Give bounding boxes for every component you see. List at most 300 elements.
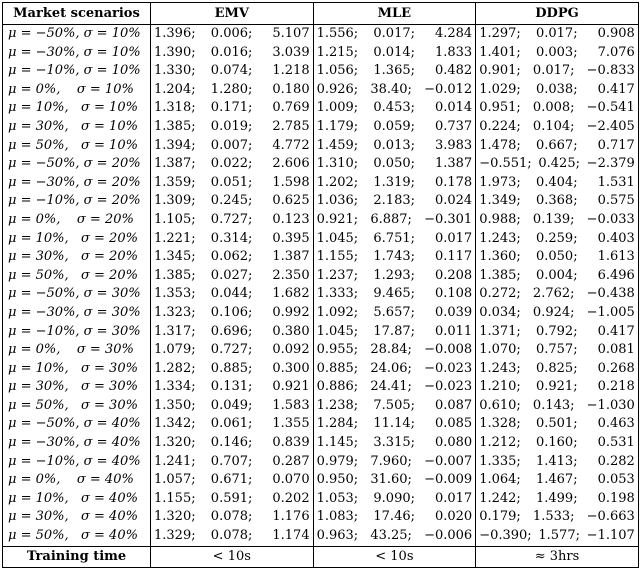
emv-value-3: 0.839: [272, 435, 310, 451]
mle-cell: [313, 44, 476, 63]
emv-value-3: 1.355: [272, 416, 310, 432]
training-time-mle: < 10s: [313, 546, 476, 567]
emv-cell: [151, 490, 314, 509]
mle-value-3: 0.020: [434, 509, 473, 525]
ddpg-value-3: −0.833: [586, 63, 635, 79]
emv-value-3: 0.180: [272, 81, 310, 97]
mle-value-3: 0.017: [434, 490, 473, 506]
scenario-cell: μ = 30%, σ = 30%: [3, 378, 151, 397]
mle-value-3: −0.007: [424, 453, 473, 469]
table-row: [3, 248, 639, 267]
emv-cell: [151, 434, 314, 453]
ddpg-cell: [476, 99, 639, 118]
ddpg-value-3: 0.403: [597, 230, 635, 246]
mle-value-3: 4.284: [434, 26, 473, 41]
ddpg-value-3: 0.081: [597, 342, 635, 358]
ddpg-cell: [476, 118, 639, 137]
mle-cell: [313, 341, 476, 360]
ddpg-value-3: 0.198: [597, 490, 635, 506]
ddpg-value-1: 0.951;: [479, 100, 521, 116]
ddpg-value-2: 0.017;: [535, 26, 578, 41]
mle-value-1: 1.237;: [316, 267, 359, 283]
ddpg-value-1: 1.478;: [479, 137, 521, 153]
mle-cell: [313, 397, 476, 416]
mle-value-2: 0.014;: [373, 44, 415, 60]
emv-cell: [151, 137, 314, 156]
mle-value-2: 31.60;: [370, 472, 412, 488]
ddpg-value-1: 1.029;: [479, 81, 521, 97]
mle-cell: [313, 508, 476, 527]
mle-value-1: 0.926;: [316, 81, 359, 97]
ddpg-value-1: 1.297;: [479, 26, 521, 41]
emv-value-3: 0.625: [272, 193, 310, 209]
ddpg-cell: [476, 508, 639, 527]
emv-value-2: 0.245;: [210, 193, 253, 209]
ddpg-cell: [476, 155, 639, 174]
emv-value-2: 0.727;: [210, 342, 253, 358]
mle-value-2: 28.84;: [370, 342, 412, 358]
ddpg-value-1: 1.328;: [479, 416, 521, 432]
ddpg-value-3: −1.107: [586, 528, 635, 544]
emv-cell: [151, 62, 314, 81]
table-row: [3, 211, 639, 230]
emv-value-2: 0.671;: [210, 472, 253, 488]
ddpg-value-2: 0.050;: [535, 249, 578, 265]
mle-value-1: 1.459;: [316, 137, 359, 153]
header-mle: MLE: [313, 3, 476, 25]
ddpg-value-1: 1.349;: [479, 193, 521, 209]
ddpg-value-2: 0.425;: [538, 156, 580, 172]
mle-value-3: 0.737: [434, 118, 473, 134]
ddpg-value-2: 0.757;: [535, 342, 578, 358]
table-row: [3, 99, 639, 118]
mle-value-2: 3.315;: [373, 435, 415, 451]
mle-cell: [313, 360, 476, 379]
emv-value-2: 0.061;: [210, 416, 253, 432]
ddpg-cell: [476, 527, 639, 546]
ddpg-value-1: 0.179;: [479, 509, 521, 525]
ddpg-cell: [476, 230, 639, 249]
scenario-cell: μ = 0%, σ = 30%: [3, 341, 151, 360]
mle-cell: [313, 192, 476, 211]
table-row: [3, 378, 639, 397]
emv-value-3: 0.380: [272, 323, 310, 339]
ddpg-value-1: 0.272;: [479, 286, 521, 302]
emv-value-1: 1.342;: [154, 416, 196, 432]
ddpg-value-3: −0.438: [586, 286, 635, 302]
training-time-label: Training time: [3, 546, 151, 567]
ddpg-cell: [476, 25, 639, 44]
mle-value-1: 0.979;: [316, 453, 359, 469]
table-row: [3, 341, 639, 360]
ddpg-cell: [476, 434, 639, 453]
ddpg-value-3: 0.575: [597, 193, 635, 209]
emv-value-3: 2.785: [272, 118, 310, 134]
mle-value-3: −0.008: [424, 342, 473, 358]
ddpg-cell: [476, 360, 639, 379]
scenario-cell: μ = 10%, σ = 40%: [3, 490, 151, 509]
header-scenario: Market scenarios: [3, 3, 151, 25]
table-row: [3, 174, 639, 193]
emv-cell: [151, 360, 314, 379]
ddpg-value-2: 1.467;: [535, 472, 578, 488]
mle-value-3: −0.023: [424, 379, 473, 395]
mle-value-2: 38.40;: [370, 81, 412, 97]
mle-cell: [313, 415, 476, 434]
mle-cell: [313, 81, 476, 100]
mle-value-2: 0.059;: [373, 118, 415, 134]
scenario-cell: μ = −50%, σ = 10%: [3, 25, 151, 44]
emv-value-3: 1.387: [272, 249, 310, 265]
ddpg-value-3: 7.076: [597, 44, 635, 60]
mle-cell: [313, 99, 476, 118]
ddpg-cell: [476, 192, 639, 211]
emv-value-2: 0.171;: [210, 100, 253, 116]
scenario-cell: μ = −50%, σ = 40%: [3, 415, 151, 434]
ddpg-value-3: −2.405: [586, 118, 635, 134]
table-row: [3, 415, 639, 434]
ddpg-cell: [476, 397, 639, 416]
scenario-cell: μ = 50%, σ = 10%: [3, 137, 151, 156]
emv-cell: [151, 415, 314, 434]
scenario-cell: μ = 50%, σ = 20%: [3, 267, 151, 286]
mle-cell: [313, 211, 476, 230]
emv-value-2: 1.280;: [210, 81, 253, 97]
emv-value-3: 2.350: [272, 267, 310, 283]
emv-value-2: 0.022;: [210, 156, 253, 172]
scenario-cell: μ = −10%, σ = 10%: [3, 62, 151, 81]
table-row: [3, 360, 639, 379]
ddpg-value-3: −0.541: [586, 100, 635, 116]
ddpg-value-2: 0.143;: [532, 397, 575, 413]
ddpg-value-2: 0.139;: [532, 211, 575, 227]
ddpg-value-2: 0.921;: [535, 379, 578, 395]
ddpg-value-3: 0.463: [597, 416, 635, 432]
emv-value-1: 1.079;: [154, 342, 196, 358]
ddpg-cell: [476, 378, 639, 397]
mle-cell: [313, 248, 476, 267]
ddpg-value-3: −0.663: [586, 509, 635, 525]
ddpg-value-2: 1.499;: [535, 490, 578, 506]
emv-value-1: 1.317;: [154, 323, 196, 339]
mle-value-1: 0.886;: [316, 379, 359, 395]
ddpg-value-2: 0.404;: [535, 174, 578, 190]
emv-value-3: 0.070: [272, 472, 310, 488]
emv-value-3: 1.583: [272, 397, 310, 413]
table-row: [3, 323, 639, 342]
ddpg-value-1: 1.335;: [479, 453, 521, 469]
ddpg-value-2: 0.667;: [535, 137, 578, 153]
emv-value-3: 0.123: [272, 211, 310, 227]
emv-cell: [151, 192, 314, 211]
mle-value-3: 0.085: [434, 416, 473, 432]
scenario-cell: μ = 30%, σ = 10%: [3, 118, 151, 137]
mle-value-1: 1.155;: [316, 249, 359, 265]
ddpg-cell: [476, 248, 639, 267]
emv-value-1: 1.330;: [154, 63, 196, 79]
table-row: [3, 453, 639, 472]
table-row: [3, 397, 639, 416]
emv-cell: [151, 81, 314, 100]
mle-value-2: 6.751;: [373, 230, 415, 246]
ddpg-value-2: 0.259;: [535, 230, 578, 246]
ddpg-value-2: 0.825;: [535, 360, 578, 376]
training-time-emv: < 10s: [151, 546, 314, 567]
emv-cell: [151, 118, 314, 137]
mle-value-3: 3.983: [434, 137, 473, 153]
scenario-cell: μ = −50%, σ = 30%: [3, 285, 151, 304]
ddpg-value-2: 0.792;: [535, 323, 578, 339]
mle-value-1: 0.885;: [316, 360, 359, 376]
emv-value-1: 1.359;: [154, 174, 196, 190]
emv-cell: [151, 25, 314, 44]
ddpg-value-3: −1.030: [586, 397, 635, 413]
ddpg-cell: [476, 137, 639, 156]
ddpg-value-1: 1.064;: [479, 472, 521, 488]
scenario-cell: μ = 0%, σ = 20%: [3, 211, 151, 230]
emv-value-3: 0.395: [272, 230, 310, 246]
ddpg-value-2: 0.160;: [535, 435, 578, 451]
ddpg-cell: [476, 285, 639, 304]
ddpg-value-3: 6.496: [597, 267, 635, 283]
mle-value-3: 0.011: [434, 323, 473, 339]
emv-cell: [151, 453, 314, 472]
mle-cell: [313, 378, 476, 397]
ddpg-value-1: 0.034;: [479, 304, 521, 320]
table-row: [3, 230, 639, 249]
mle-value-1: 1.145;: [316, 435, 359, 451]
emv-value-1: 1.155;: [154, 490, 196, 506]
emv-value-3: 5.107: [272, 26, 310, 41]
mle-value-2: 43.25;: [370, 528, 412, 544]
results-table: [2, 2, 639, 568]
emv-value-1: 1.334;: [154, 379, 196, 395]
emv-value-1: 1.320;: [154, 509, 196, 525]
header-row: [3, 3, 639, 25]
mle-value-3: 0.178: [434, 174, 473, 190]
emv-value-3: 0.092: [272, 342, 310, 358]
scenario-cell: μ = 10%, σ = 10%: [3, 99, 151, 118]
mle-value-3: 0.108: [434, 286, 473, 302]
ddpg-cell: [476, 490, 639, 509]
emv-value-2: 0.885;: [210, 360, 253, 376]
ddpg-value-1: 1.385;: [479, 267, 521, 283]
ddpg-value-3: 0.282: [597, 453, 635, 469]
ddpg-value-3: 0.531: [597, 435, 635, 451]
mle-value-2: 7.505;: [373, 397, 415, 413]
emv-value-1: 1.387;: [154, 156, 196, 172]
emv-value-1: 1.318;: [154, 100, 196, 116]
ddpg-value-2: 0.104;: [532, 118, 575, 134]
emv-cell: [151, 230, 314, 249]
emv-cell: [151, 471, 314, 490]
emv-value-3: 1.682: [272, 286, 310, 302]
training-time-ddpg: ≈ 3hrs: [476, 546, 639, 567]
mle-value-1: 1.045;: [316, 323, 359, 339]
scenario-cell: μ = 50%, σ = 30%: [3, 397, 151, 416]
header-emv: EMV: [151, 3, 314, 25]
emv-value-1: 1.309;: [154, 193, 196, 209]
ddpg-value-2: 2.762;: [532, 286, 575, 302]
mle-cell: [313, 25, 476, 44]
ddpg-value-3: −2.379: [586, 156, 635, 172]
mle-value-3: −0.023: [424, 360, 473, 376]
ddpg-cell: [476, 453, 639, 472]
ddpg-value-3: −0.033: [586, 211, 635, 227]
mle-value-2: 5.657;: [373, 304, 415, 320]
emv-value-2: 0.314;: [210, 230, 253, 246]
ddpg-value-1: 1.212;: [479, 435, 521, 451]
mle-value-1: 1.036;: [316, 193, 359, 209]
ddpg-value-1: 1.401;: [479, 44, 521, 60]
mle-value-3: 0.087: [434, 397, 473, 413]
ddpg-cell: [476, 81, 639, 100]
mle-value-3: 0.080: [434, 435, 473, 451]
ddpg-value-3: 0.717: [597, 137, 635, 153]
mle-value-1: 1.045;: [316, 230, 359, 246]
ddpg-value-1: 1.360;: [479, 249, 521, 265]
emv-value-1: 1.323;: [154, 304, 196, 320]
mle-cell: [313, 434, 476, 453]
emv-cell: [151, 248, 314, 267]
ddpg-value-1: 1.070;: [479, 342, 521, 358]
emv-value-2: 0.078;: [210, 509, 253, 525]
emv-value-1: 1.282;: [154, 360, 196, 376]
emv-value-1: 1.390;: [154, 44, 196, 60]
mle-value-1: 1.092;: [316, 304, 359, 320]
emv-value-3: 1.174: [272, 528, 310, 544]
ddpg-value-1: −0.551;: [479, 156, 532, 172]
emv-value-2: 0.078;: [210, 528, 253, 544]
emv-value-1: 1.329;: [154, 528, 196, 544]
mle-value-2: 9.465;: [373, 286, 415, 302]
emv-value-3: 0.992: [272, 304, 310, 320]
emv-cell: [151, 44, 314, 63]
emv-value-1: 1.345;: [154, 249, 196, 265]
emv-cell: [151, 155, 314, 174]
mle-value-1: 0.955;: [316, 342, 359, 358]
ddpg-cell: [476, 323, 639, 342]
training-time-row: [3, 546, 639, 567]
ddpg-value-1: 1.973;: [479, 174, 521, 190]
ddpg-cell: [476, 471, 639, 490]
mle-value-1: 0.963;: [316, 528, 359, 544]
mle-value-3: −0.009: [424, 472, 473, 488]
ddpg-cell: [476, 341, 639, 360]
emv-value-2: 0.062;: [210, 249, 253, 265]
emv-value-3: 0.287: [272, 453, 310, 469]
ddpg-value-3: 0.417: [597, 81, 635, 97]
ddpg-cell: [476, 44, 639, 63]
mle-value-1: 1.083;: [316, 509, 359, 525]
emv-cell: [151, 323, 314, 342]
emv-value-1: 1.385;: [154, 267, 196, 283]
ddpg-value-2: 0.501;: [535, 416, 578, 432]
mle-value-3: 0.208: [434, 267, 473, 283]
emv-value-2: 0.051;: [210, 174, 253, 190]
table-row: [3, 304, 639, 323]
scenario-cell: μ = −10%, σ = 30%: [3, 323, 151, 342]
mle-value-2: 0.017;: [373, 26, 415, 41]
mle-cell: [313, 527, 476, 546]
table-row: [3, 267, 639, 286]
mle-cell: [313, 155, 476, 174]
mle-value-1: 1.310;: [316, 156, 359, 172]
emv-cell: [151, 527, 314, 546]
emv-value-1: 1.105;: [154, 211, 196, 227]
ddpg-value-3: 1.531: [597, 174, 635, 190]
emv-cell: [151, 378, 314, 397]
ddpg-value-1: 1.210;: [479, 379, 521, 395]
mle-value-3: 0.014: [434, 100, 473, 116]
mle-cell: [313, 267, 476, 286]
mle-cell: [313, 490, 476, 509]
table-body: [3, 25, 639, 547]
mle-value-2: 1.293;: [373, 267, 415, 283]
emv-value-2: 0.027;: [210, 267, 253, 283]
emv-value-2: 0.131;: [210, 379, 253, 395]
emv-value-3: 3.039: [272, 44, 310, 60]
mle-value-3: −0.006: [424, 528, 473, 544]
emv-value-2: 0.591;: [210, 490, 253, 506]
emv-value-2: 0.707;: [210, 453, 253, 469]
emv-value-1: 1.394;: [154, 137, 196, 153]
emv-cell: [151, 304, 314, 323]
mle-cell: [313, 471, 476, 490]
scenario-cell: μ = 50%, σ = 40%: [3, 527, 151, 546]
emv-cell: [151, 211, 314, 230]
ddpg-value-1: 0.224;: [479, 118, 521, 134]
ddpg-value-2: 1.533;: [532, 509, 575, 525]
emv-value-3: 1.218: [272, 63, 310, 79]
mle-value-1: 1.202;: [316, 174, 359, 190]
emv-value-2: 0.146;: [210, 435, 253, 451]
ddpg-value-3: 0.908: [597, 26, 635, 41]
emv-value-2: 0.696;: [210, 323, 253, 339]
ddpg-value-1: 1.242;: [479, 490, 521, 506]
ddpg-cell: [476, 62, 639, 81]
emv-value-3: 0.300: [272, 360, 310, 376]
ddpg-value-1: 0.610;: [479, 397, 521, 413]
mle-value-3: 0.117: [434, 249, 473, 265]
ddpg-value-2: 0.038;: [535, 81, 578, 97]
ddpg-cell: [476, 415, 639, 434]
mle-value-3: −0.301: [424, 211, 473, 227]
mle-value-2: 1.319;: [373, 174, 415, 190]
scenario-cell: μ = −10%, σ = 20%: [3, 192, 151, 211]
emv-value-2: 0.044;: [210, 286, 253, 302]
ddpg-value-3: −1.005: [586, 304, 635, 320]
ddpg-value-1: −0.390;: [479, 528, 532, 544]
ddpg-cell: [476, 304, 639, 323]
emv-value-1: 1.396;: [154, 26, 196, 41]
mle-cell: [313, 174, 476, 193]
mle-value-2: 9.090;: [373, 490, 415, 506]
ddpg-value-2: 0.368;: [535, 193, 578, 209]
scenario-cell: μ = −30%, σ = 40%: [3, 434, 151, 453]
scenario-cell: μ = −30%, σ = 30%: [3, 304, 151, 323]
ddpg-value-2: 0.003;: [535, 44, 578, 60]
emv-value-2: 0.007;: [210, 137, 253, 153]
emv-value-3: 1.598: [272, 174, 310, 190]
scenario-cell: μ = 30%, σ = 20%: [3, 248, 151, 267]
ddpg-value-1: 1.371;: [479, 323, 521, 339]
mle-cell: [313, 304, 476, 323]
mle-value-2: 0.050;: [373, 156, 415, 172]
ddpg-value-2: 0.008;: [532, 100, 575, 116]
ddpg-value-1: 1.243;: [479, 230, 521, 246]
mle-value-1: 0.950;: [316, 472, 359, 488]
